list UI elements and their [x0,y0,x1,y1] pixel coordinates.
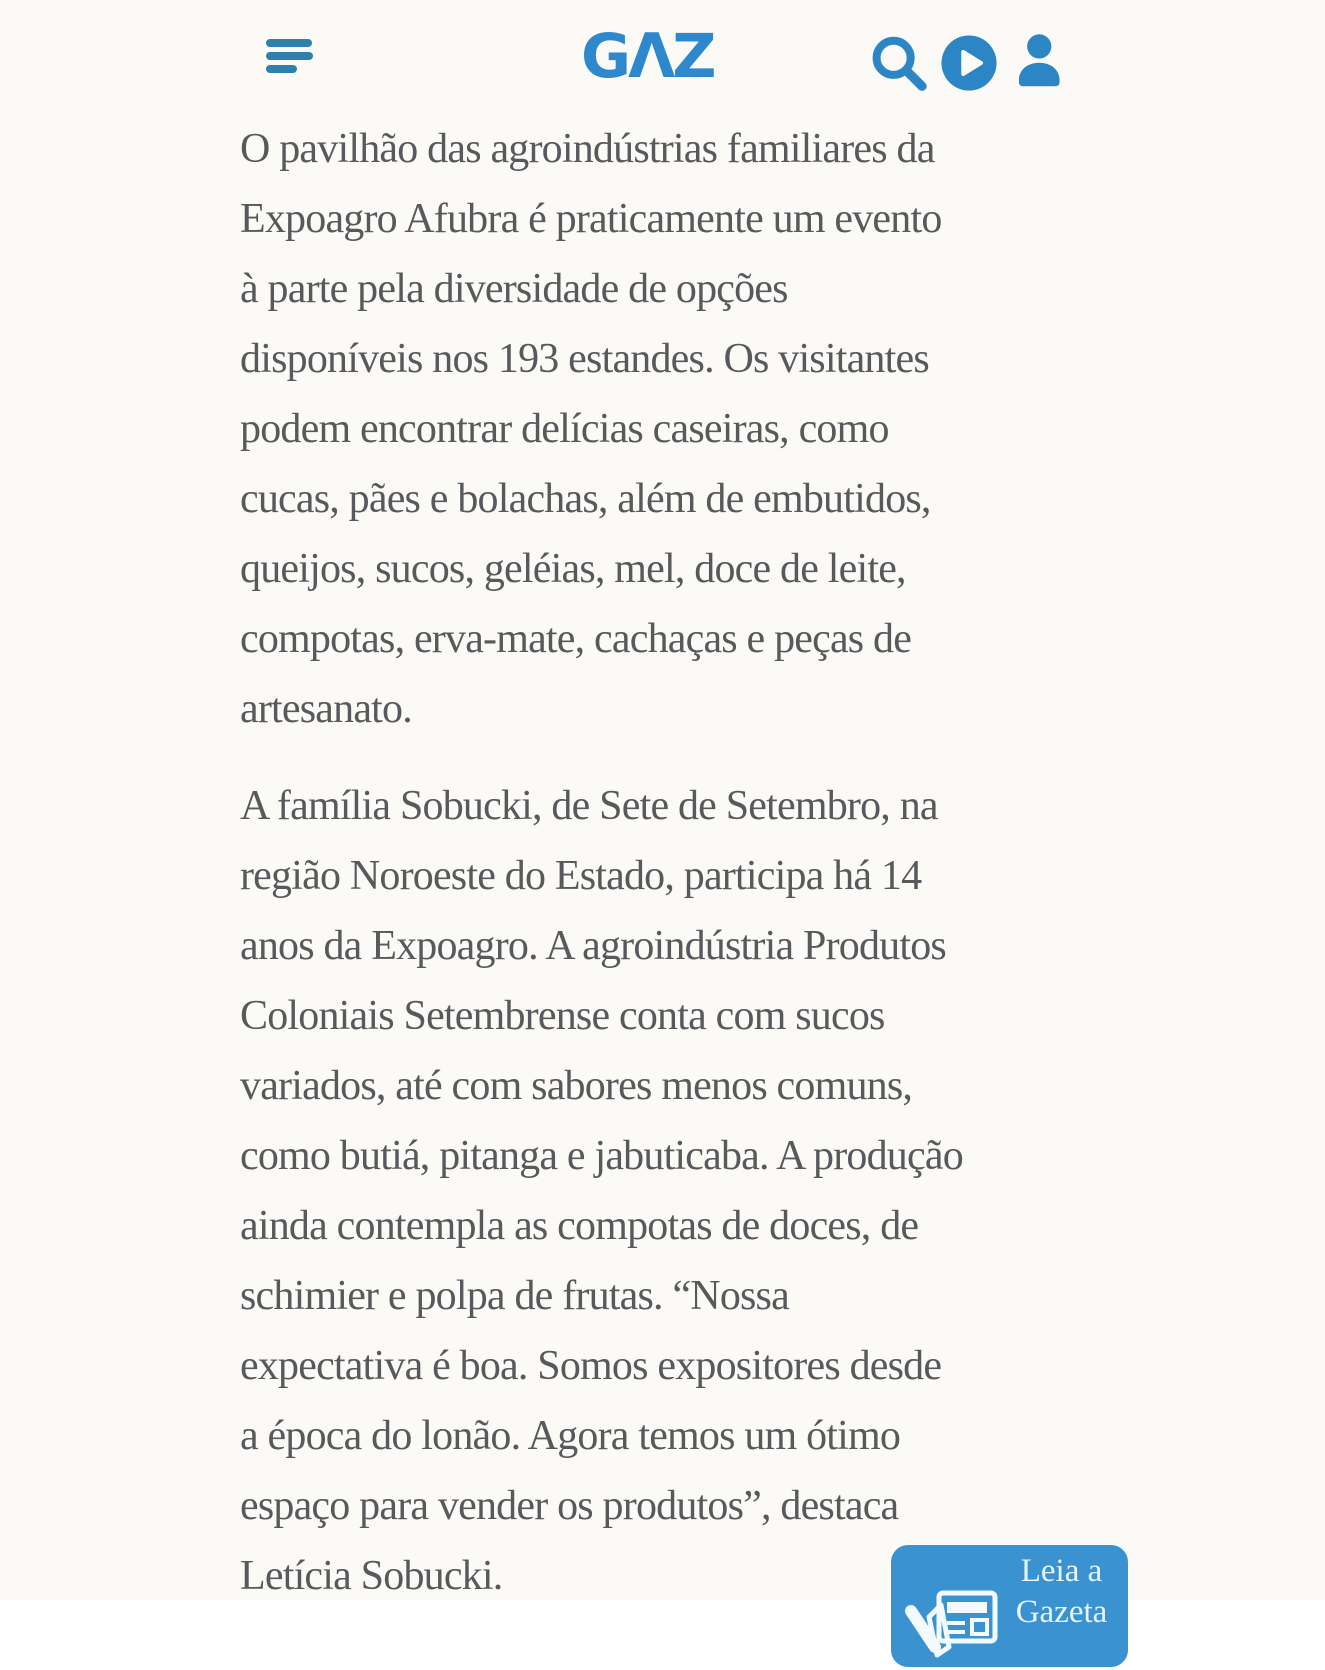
text-line: Coloniais Setembrense conta com sucos [240,993,885,1039]
text-line: à parte pela diversidade de opções [240,266,788,312]
text-line: ainda contempla as compotas de doces, de [240,1203,919,1249]
text-line: Expoagro Afubra é praticamente um evento [240,196,942,242]
text-line: região Noroeste do Estado, participa há 14 [240,853,922,899]
menu-bar [266,65,297,73]
gaz-logo[interactable]: GΛZ [581,21,714,92]
fab-label [1004,1551,1119,1633]
read-gazeta-button[interactable] [891,1545,1128,1667]
fab-label-line1: Leia a [1020,1553,1103,1589]
text-line: Letícia Sobucki. [240,1553,503,1599]
text-line: anos da Expoagro. A agroindústria Produtos [240,923,946,969]
text-line: artesanato. [240,686,412,732]
paragraph [240,771,1140,1611]
text-line: queijos, sucos, geléias, mel, doce de leite, [240,546,906,592]
newspaper-pencil-icon [897,1571,1001,1670]
article-body [240,114,1140,1638]
text-line: como butiá, pitanga e jabuticaba. A produção [240,1133,963,1179]
text-line: cucas, pães e bolachas, além de embutidos, [240,476,931,522]
text-line: podem encontrar delícias caseiras, como [240,406,889,452]
user-icon[interactable] [1012,31,1064,93]
text-line: disponíveis nos 193 estandes. Os visitantes [240,336,929,382]
text-line: compotas, erva-mate, cachaças e peças de [240,616,912,662]
text-line: a época do lonão. Agora temos um ótimo [240,1413,901,1459]
text-line: variados, até com sabores menos comuns, [240,1063,913,1109]
play-circle-icon[interactable] [940,34,998,92]
paragraph [240,114,1140,744]
text-line: expectativa é boa. Somos expositores desde [240,1343,942,1389]
hamburger-menu-icon[interactable] [266,39,313,73]
text-line: A família Sobucki, de Sete de Setembro, na [240,783,938,829]
search-icon[interactable] [866,32,930,94]
menu-bar [266,52,313,60]
text-line: schimier e polpa de frutas. “Nossa [240,1273,789,1319]
text-line: O pavilhão das agroindústrias familiares da [240,126,935,172]
fab-label-line2: Gazeta [1015,1594,1108,1630]
menu-bar [266,39,312,47]
text-line: espaço para vender os produtos”, destaca [240,1483,899,1529]
